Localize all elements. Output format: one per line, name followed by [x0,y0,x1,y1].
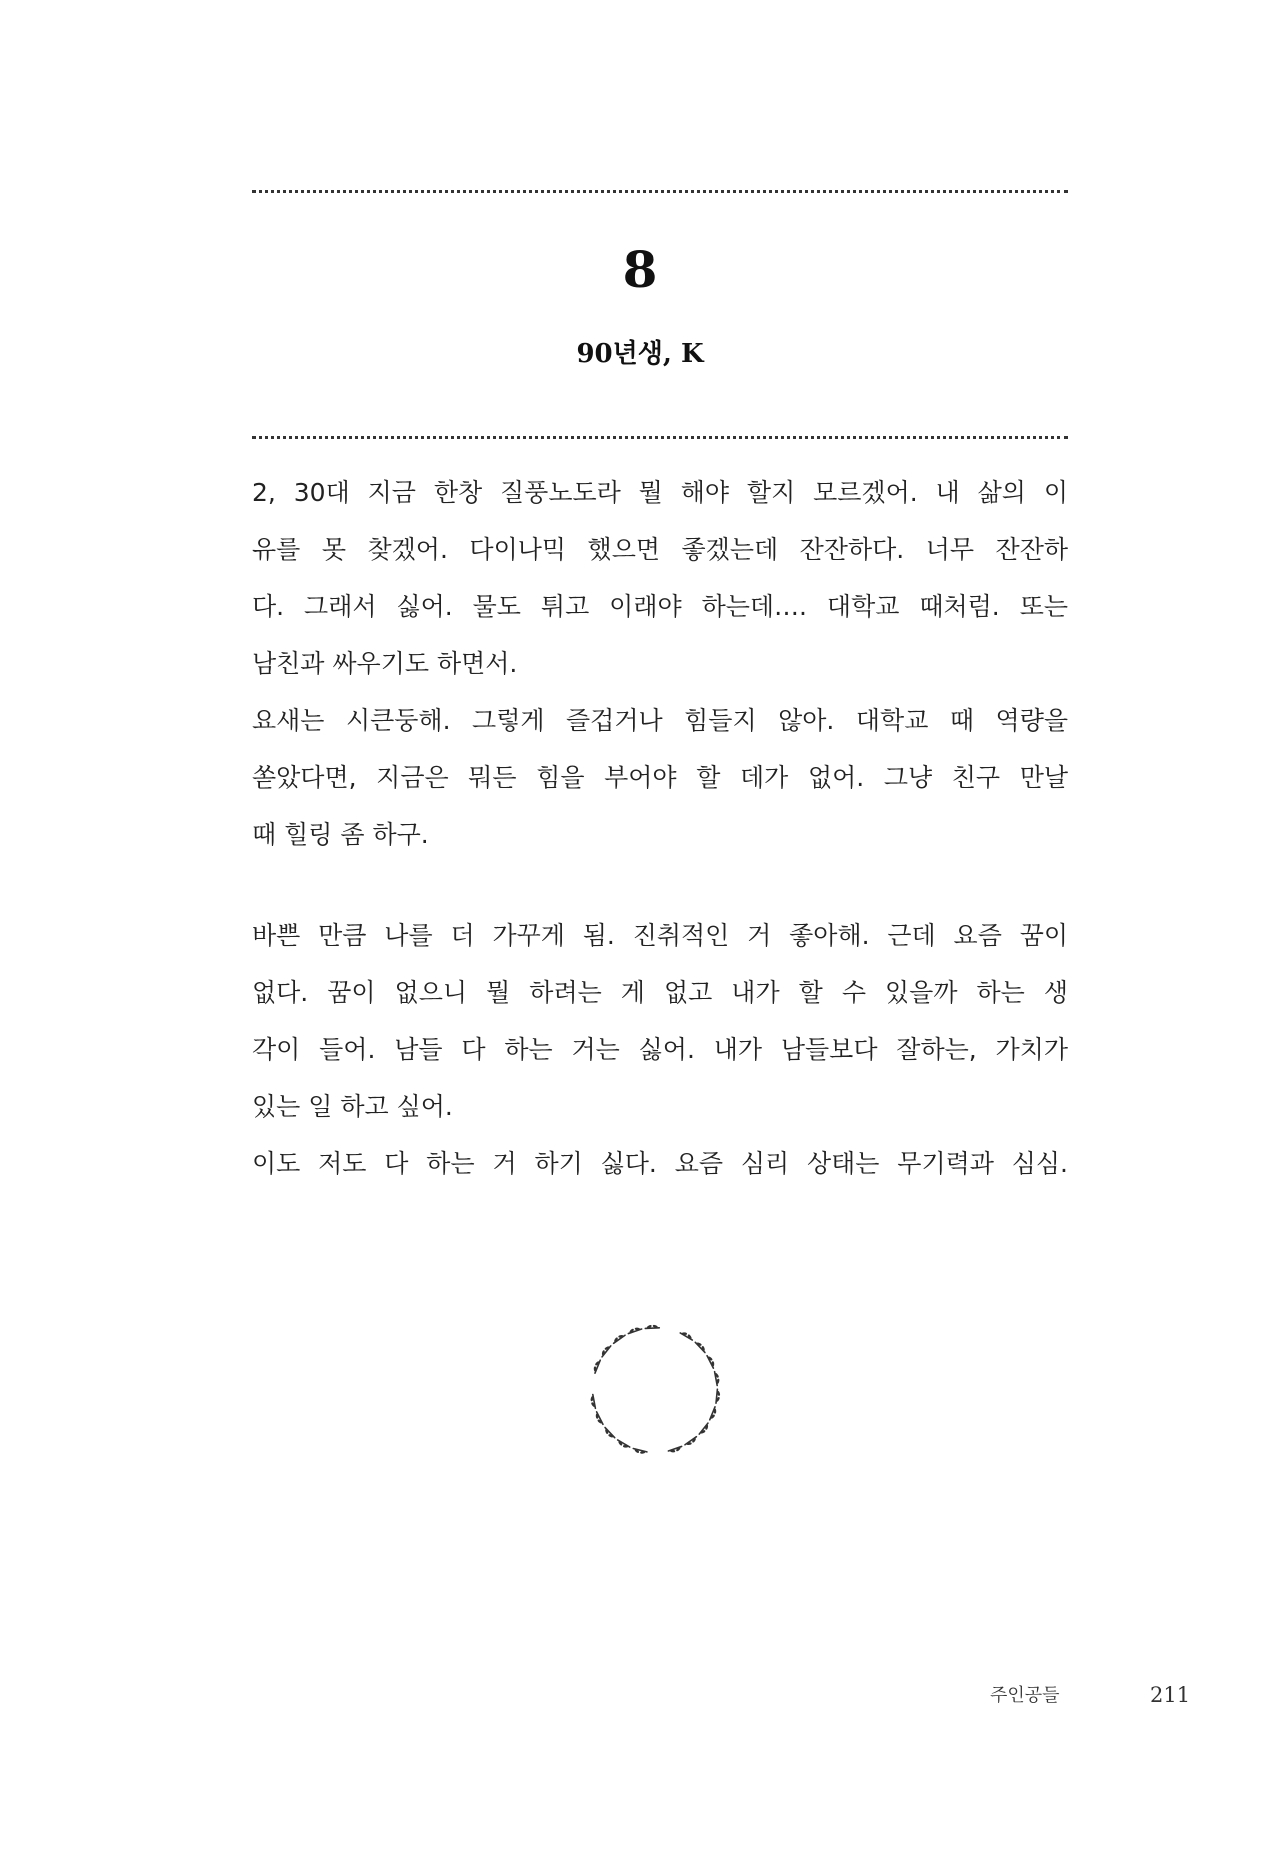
chapter-number: 8 [622,240,658,299]
footer-book-title: 주인공들 [990,1685,1060,1706]
text-line: 다. 그래서 싫어. 물도 튀고 이래야 하는데…. 대학교 때처럼. 또는 [252,592,1068,621]
paragraph-2 [252,907,1068,1192]
leaf-wreath-icon [580,1310,730,1470]
page-number: 211 [1150,1683,1191,1707]
text-line: 있는 일 하고 싶어. [252,1092,453,1121]
text-line: 요새는 시큰둥해. 그렇게 즐겁거나 힘들지 않아. 대학교 때 역량을 [252,706,1068,735]
paragraph-1 [252,464,1068,863]
top-dotted-rule [252,190,1068,193]
chapter-subtitle: 90년생, K [576,339,704,369]
text-line: 각이 들어. 남들 다 하는 거는 싫어. 내가 남들보다 잘하는, 가치가 [252,1035,1068,1064]
text-line: 유를 못 찾겠어. 다이나믹 했으면 좋겠는데 잔잔하다. 너무 잔잔하 [252,535,1068,564]
text-line: 이도 저도 다 하는 거 하기 싫다. 요즘 심리 상태는 무기력과 심심. [252,1149,1068,1178]
text-line: 2, 30대 지금 한창 질풍노도라 뭘 해야 할지 모르겠어. 내 삶의 이 [252,478,1068,507]
text-line: 때 힐링 좀 하구. [252,820,429,849]
bottom-dotted-rule [252,436,1068,439]
text-line: 없다. 꿈이 없으니 뭘 하려는 게 없고 내가 할 수 있을까 하는 생 [252,978,1068,1007]
text-line: 쏟았다면, 지금은 뭐든 힘을 부어야 할 데가 없어. 그냥 친구 만날 [252,763,1068,792]
text-line: 바쁜 만큼 나를 더 가꾸게 됨. 진취적인 거 좋아해. 근데 요즘 꿈이 [252,921,1068,950]
text-line: 남친과 싸우기도 하면서. [252,649,518,678]
